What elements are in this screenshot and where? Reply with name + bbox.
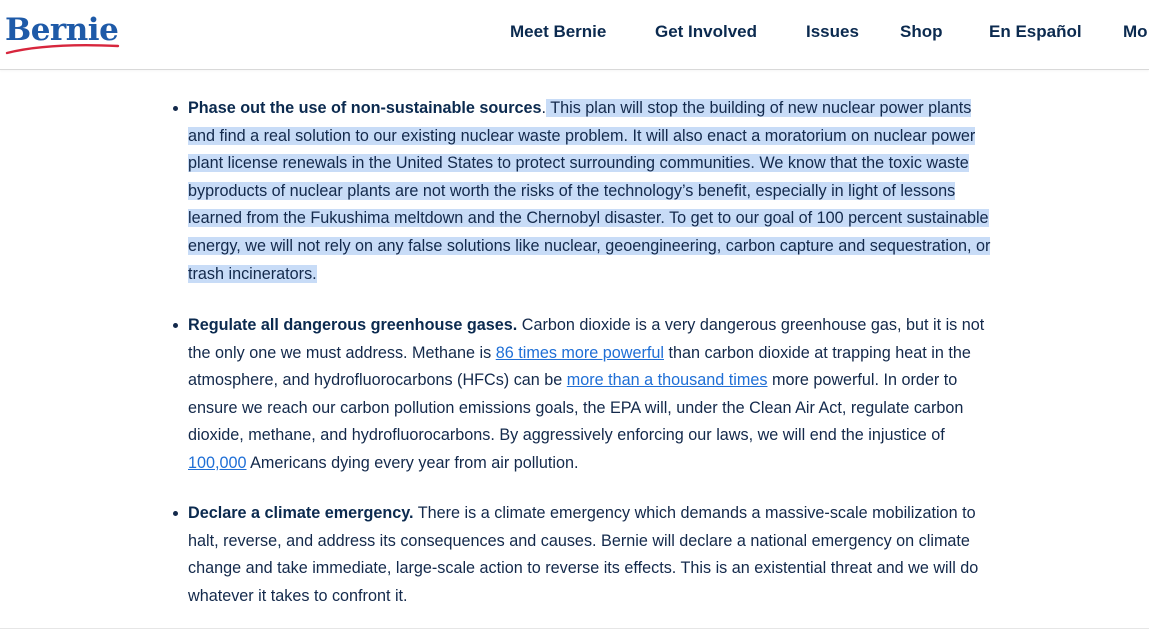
nav-en-espanol[interactable]: En Español bbox=[989, 22, 1082, 41]
body-text: more powerful. In order to ensure we reach our carbon pollution emissions goals, the EPA will, under the Clean Air Act, regulate carbon dioxide, methane, and hydrofluorocarbons. By aggressively enforcing our laws, we will end the injustice of bbox=[188, 371, 964, 445]
paragraph bbox=[188, 500, 994, 610]
link-86-times[interactable]: 86 times more powerful bbox=[495, 343, 664, 362]
site-header bbox=[0, 0, 1149, 70]
nav-shop[interactable]: Shop bbox=[900, 22, 943, 41]
bullet bbox=[173, 106, 178, 111]
heading-period: . bbox=[541, 99, 547, 117]
link-thousand-times[interactable]: more than a thousand times bbox=[566, 371, 768, 390]
bullet bbox=[173, 511, 178, 516]
item-heading: Declare a climate emergency. bbox=[188, 504, 414, 522]
paragraph bbox=[188, 312, 994, 478]
bullet bbox=[173, 323, 178, 328]
list-item-greenhouse-gases bbox=[188, 312, 994, 478]
nav-meet-bernie[interactable]: Meet Bernie bbox=[510, 22, 607, 41]
selected-text: This plan will stop the building of new nuclear power plants and find a real solution to our existing nuclear waste problem. It will also enact a moratorium on nuclear power plant license renewals in the United States to protect surrounding communities. We know that the toxic waste byproducts of nuclear plants are not worth the risks of the technology’s benefit, especially in light of lessons learned from the Fukushima meltdown and the Chernobyl disaster. To get to our goal of 100 percent sustainable energy, we will not rely on any false solutions like nuclear, geoengineering, carbon capture and sequestration, or trash incinerators. bbox=[188, 99, 991, 283]
nav-get-involved[interactable]: Get Involved bbox=[655, 22, 758, 41]
list-item-climate-emergency bbox=[188, 500, 994, 610]
nav-more[interactable]: Mo bbox=[1123, 22, 1148, 41]
body-text: Carbon dioxide is a very dangerous greenhouse gas, but it is not the only one we must address. Methane is bbox=[188, 316, 985, 362]
logo-wordmark: Bernie bbox=[5, 12, 119, 48]
item-heading: Regulate all dangerous greenhouse gases. bbox=[188, 316, 518, 334]
nav-issues[interactable]: Issues bbox=[806, 22, 859, 41]
divider bbox=[0, 628, 1149, 629]
list-item-phase-out bbox=[188, 95, 994, 288]
body-text: There is a climate emergency which demands a massive-scale mobilization to halt, reverse, and address its consequences and causes. Bernie will declare a national emergency on climate change and take immediate, large-scale action to reverse its effects. This is an existential threat and we will do whatever it takes to confront it. bbox=[188, 504, 979, 605]
paragraph bbox=[188, 95, 994, 288]
link-100000[interactable]: 100,000 bbox=[188, 453, 247, 472]
body-text: Americans dying every year from air pollution. bbox=[246, 453, 579, 472]
body-text: than carbon dioxide at trapping heat in the atmosphere, and hydrofluorocarbons (HFCs) can be bbox=[188, 343, 971, 390]
bernie-logo[interactable] bbox=[5, 12, 120, 56]
logo-swoosh-icon bbox=[5, 42, 120, 56]
item-heading: Phase out the use of non-sustainable sources bbox=[188, 99, 542, 117]
